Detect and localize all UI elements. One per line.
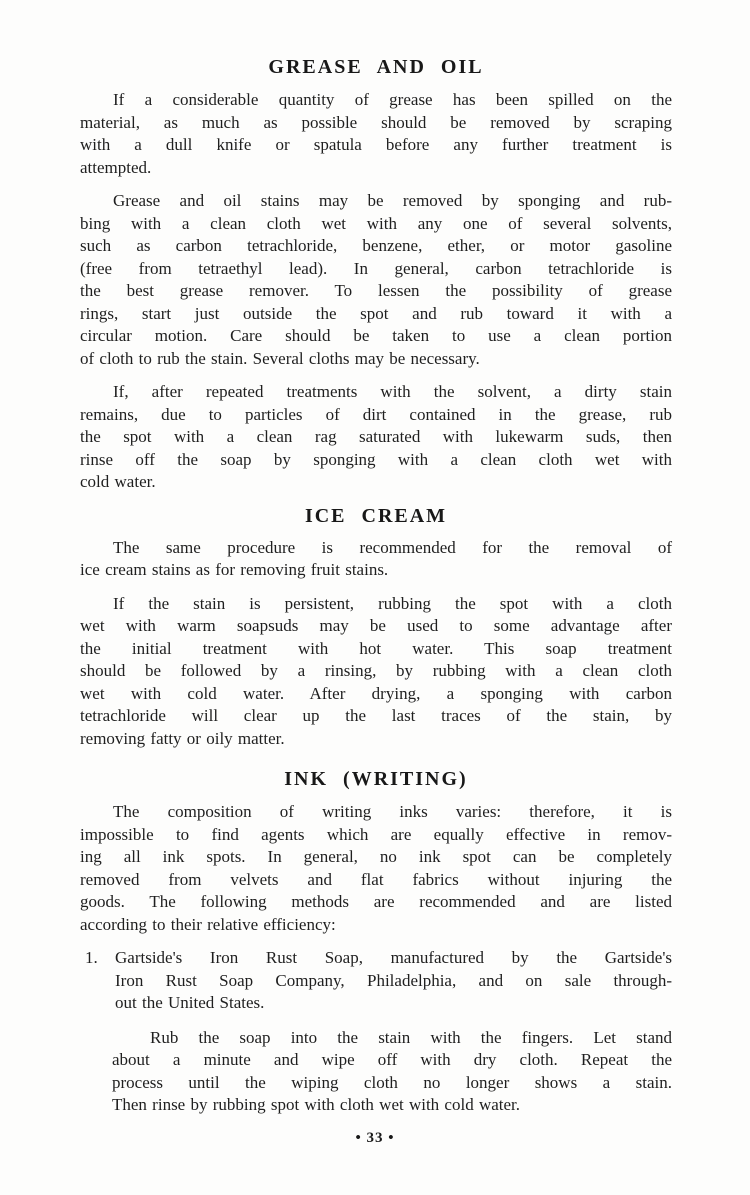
text-line: tetrachloride will clear up the last traces of the stain, by bbox=[80, 706, 672, 725]
text-line: according to their relative efficiency: bbox=[80, 914, 336, 934]
text-line: Gartside's Iron Rust Soap, manufactured by the Gartside's bbox=[115, 948, 672, 967]
section-grease-and-oil bbox=[80, 56, 672, 494]
section-heading: ICE CREAM bbox=[304, 504, 448, 527]
text-line: Iron Rust Soap Company, Philadelphia, and on sale through- bbox=[115, 970, 672, 990]
paragraph bbox=[80, 537, 672, 582]
text-line: bing with a clean cloth wet with any one of several solvents, bbox=[80, 213, 672, 233]
text-line: the spot with a clean rag saturated with lukewarm suds, then bbox=[80, 427, 672, 446]
text-line: about a minute and wipe off with dry cloth. Repeat the bbox=[112, 1050, 672, 1069]
text-line: goods. The following methods are recommended and are listed bbox=[80, 892, 672, 911]
text-line: attempted. bbox=[80, 157, 152, 177]
text-line: of cloth to rub the stain. Several cloths may be necessary. bbox=[80, 348, 480, 368]
text-line: removing fatty or oily matter. bbox=[80, 728, 285, 748]
text-line: Then rinse by rubbing spot with cloth wet with cold water. bbox=[112, 1095, 521, 1114]
text-line: such as carbon tetrachloride, benzene, ether, or motor gasoline bbox=[80, 236, 672, 255]
text-line: removed from velvets and flat fabrics without injuring the bbox=[80, 869, 672, 889]
text-line: If the stain is persistent, rubbing the spot with a cloth bbox=[113, 593, 672, 613]
section-ink-writing bbox=[80, 768, 672, 1117]
section-ice-cream bbox=[80, 505, 672, 751]
text-line: process until the wiping cloth no longer shows a stain. bbox=[112, 1072, 672, 1092]
paragraph bbox=[80, 89, 672, 179]
list-marker: 1. bbox=[85, 948, 98, 967]
text-line: the initial treatment with hot water. This soap treatment bbox=[80, 638, 672, 658]
text-line: impossible to find agents which are equally effective in remov- bbox=[80, 824, 672, 844]
paragraph bbox=[80, 190, 672, 370]
sub-paragraph bbox=[80, 1027, 672, 1117]
text-line: the best grease remover. To lessen the possibility of grease bbox=[80, 281, 672, 300]
text-line: Grease and oil stains may be removed by sponging and rub- bbox=[113, 191, 672, 210]
text-line: rinse off the soap by sponging with a clean cloth wet with bbox=[80, 449, 672, 469]
text-line: rings, start just outside the spot and rub toward it with a bbox=[80, 303, 672, 323]
text-line: circular motion. Care should be taken to use a clean portion bbox=[80, 326, 672, 345]
paragraph bbox=[80, 381, 672, 494]
text-line: out the United States. bbox=[115, 993, 265, 1012]
text-line: wet with warm soapsuds may be used to some advantage after bbox=[80, 616, 672, 635]
text-line: If, after repeated treatments with the solvent, a dirty stain bbox=[113, 382, 672, 401]
text-line: material, as much as possible should be removed by scraping bbox=[80, 112, 672, 132]
page-number: • 33 • bbox=[355, 1129, 395, 1146]
text-line: cold water. bbox=[80, 472, 156, 491]
text-line: The composition of writing inks varies: therefore, it is bbox=[113, 802, 672, 821]
text-line: should be followed by a rinsing, by rubbing with a clean cloth bbox=[80, 661, 672, 680]
text-line: ing all ink spots. In general, no ink spot can be completely bbox=[80, 847, 672, 866]
text-line: (free from tetraethyl lead). In general, carbon tetrachloride is bbox=[80, 258, 672, 278]
section-heading: INK (WRITING) bbox=[284, 768, 468, 790]
paragraph bbox=[80, 801, 672, 936]
text-line: The same procedure is recommended for the removal of bbox=[113, 537, 672, 557]
list-item bbox=[80, 947, 672, 1015]
text-line: Rub the soap into the stain with the fingers. Let stand bbox=[150, 1027, 672, 1047]
section-heading: GREASE AND OIL bbox=[268, 56, 484, 78]
text-line: ice cream stains as for removing fruit stains. bbox=[80, 560, 389, 579]
text-line: with a dull knife or spatula before any further treatment is bbox=[80, 135, 672, 154]
paragraph bbox=[80, 593, 672, 751]
text-line: If a considerable quantity of grease has been spilled on the bbox=[113, 90, 672, 109]
text-line: remains, due to particles of dirt contained in the grease, rub bbox=[80, 404, 672, 424]
text-line: wet with cold water. After drying, a sponging with carbon bbox=[80, 683, 672, 703]
